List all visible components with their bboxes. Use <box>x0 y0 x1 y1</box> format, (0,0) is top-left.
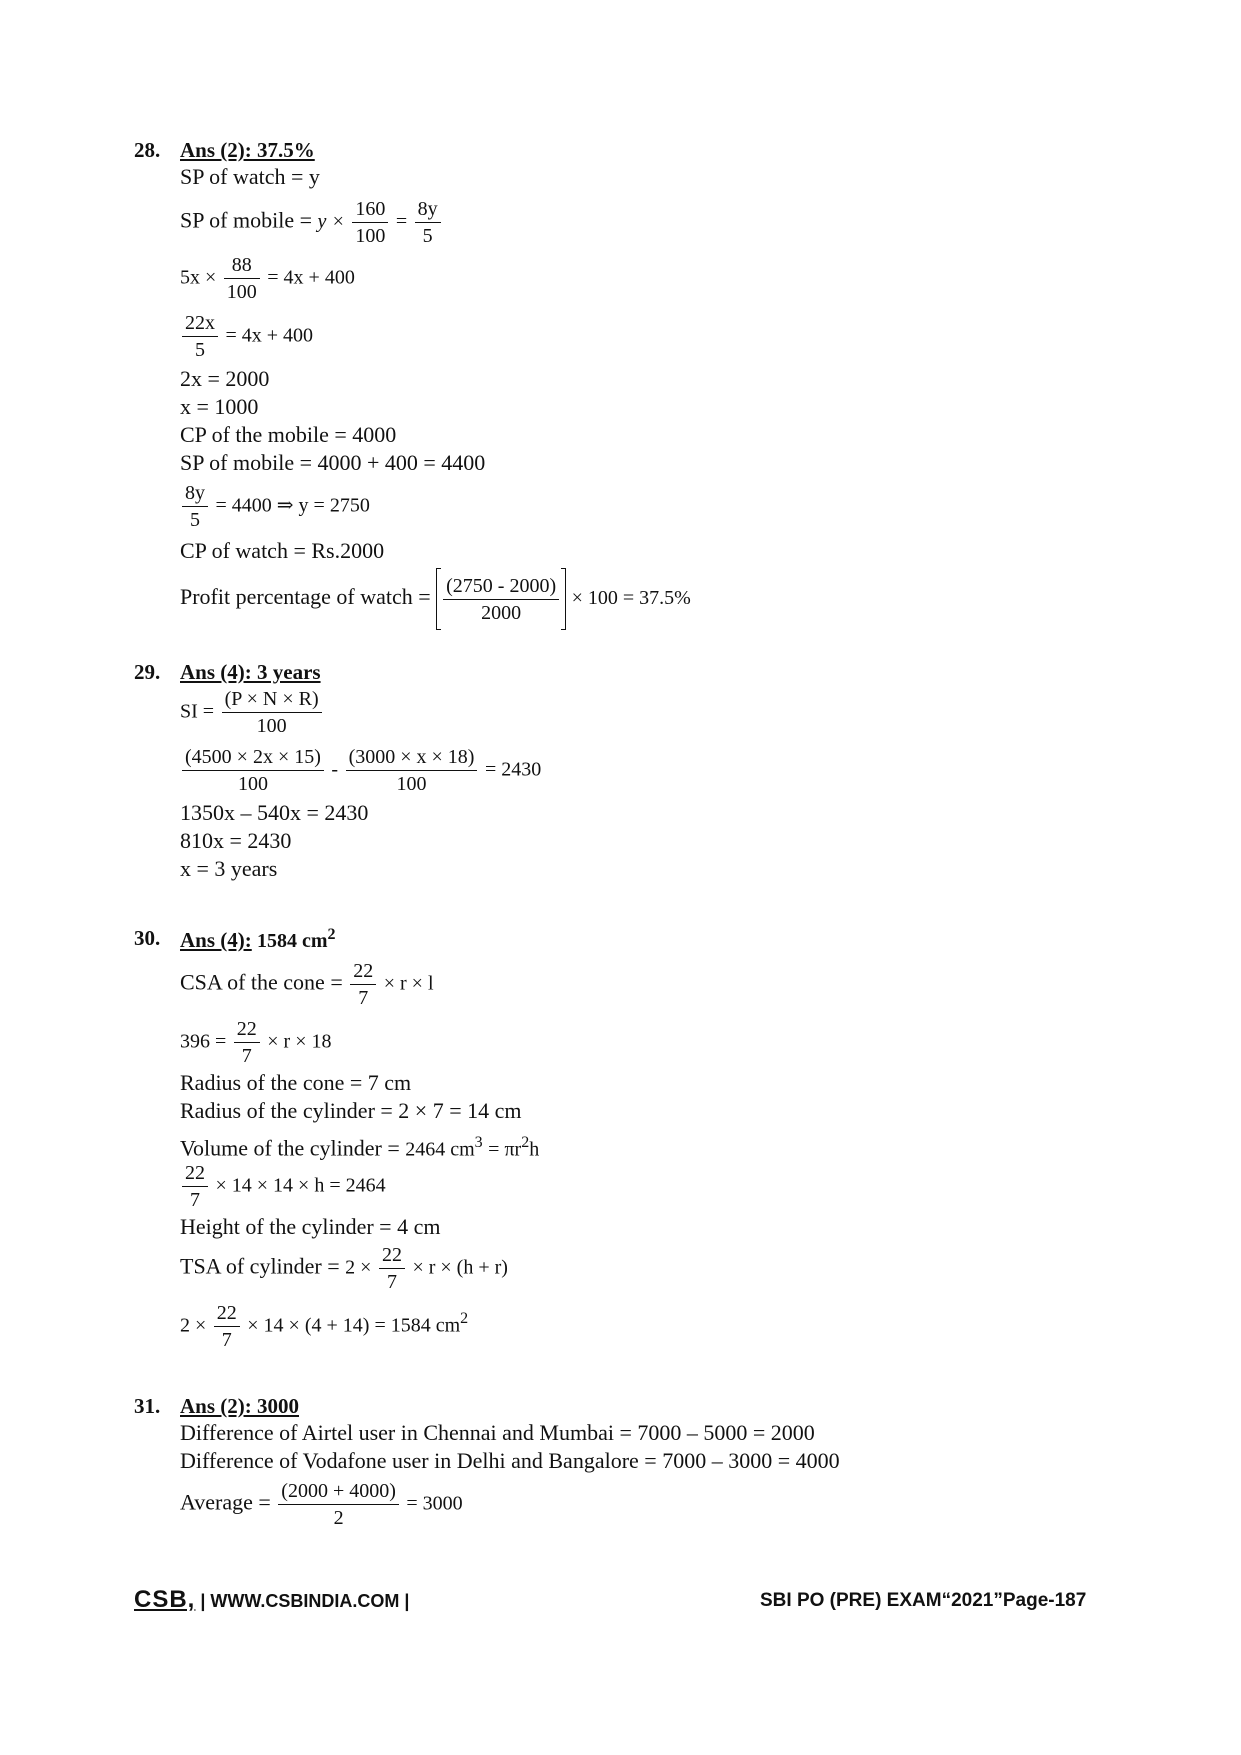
question-number: 31. <box>134 1394 161 1418</box>
fraction: $\frac{22}{7}$ <box>350 958 376 1011</box>
solution-line: SP of watch = y <box>180 164 320 189</box>
fraction: $\frac{(4500 \times 2x \times 15)}{100}$ <box>182 744 324 797</box>
csb-logo: CSB, <box>134 1586 196 1613</box>
solution-line: TSA of cylinder = 2 × $\frac{22}{7}$ × r × (h + r) <box>180 1244 508 1293</box>
fraction: $\frac{(3000 \times x \times 18)}{100}$ <box>346 744 478 797</box>
fraction: $\frac{160}{100}$ <box>352 196 388 249</box>
answer-heading: Ans (2): 37.5% <box>180 138 315 162</box>
solution-line: 2x = 2000 <box>180 366 270 391</box>
solution-line: $\frac{(4500 \times 2x \times 15)}{100}$ - $\frac{(3000 \times x \times 18)}{100}$ = 2430 <box>180 744 541 797</box>
fraction: $\frac{88}{100}$ <box>224 252 260 305</box>
solution-line: Difference of Airtel user in Chennai and Mumbai = 7000 – 5000 = 2000 <box>180 1420 815 1445</box>
left-bracket <box>436 568 441 630</box>
solution-line: SI = $\frac{(P \times N \times R)}{100}$ <box>180 686 324 739</box>
fraction: $\frac{22}{7}$ <box>379 1242 405 1295</box>
solution-line: Profit percentage of watch = $\frac{(2750 - 2000)}{2000}$ × 100 = 37.5% <box>180 568 691 630</box>
solution-line: Volume of the cylinder = 2464 $cm^3 = \pi r^2h$ <box>180 1134 540 1161</box>
question-number: 30. <box>134 926 161 950</box>
fraction: $\frac{22}{7}$ <box>182 1160 208 1213</box>
answer-heading: Ans (4): 3 years <box>180 660 321 684</box>
solution-line: CP of watch = Rs.2000 <box>180 538 385 563</box>
footer-website-link[interactable]: | WWW.CSBINDIA.COM | <box>200 1591 410 1611</box>
solution-line: x = 1000 <box>180 394 259 419</box>
solution-line: 2 × $\frac{22}{7}$ × 14 × (4 + 14) = 1584 $cm^2$ <box>180 1302 469 1351</box>
solution-line: 1350x – 540x = 2430 <box>180 800 369 825</box>
solution-line: $\frac{22x}{5}$ = 4x + 400 <box>180 310 313 363</box>
solution-line: 396 = $\frac{22}{7}$ × r × 18 <box>180 1018 332 1067</box>
solution-line: Difference of Vodafone user in Delhi and Bangalore = 7000 – 3000 = 4000 <box>180 1448 840 1473</box>
fraction: $\frac{8y}{5}$ <box>182 480 208 533</box>
question-number: 28. <box>134 138 161 162</box>
solution-line: x = 3 years <box>180 856 278 881</box>
fraction: $\frac{22}{7}$ <box>214 1300 240 1353</box>
solution-line: Average = $\frac{(2000 + 4000)}{2}$ = 3000 <box>180 1480 463 1529</box>
footer-left <box>134 1586 409 1614</box>
fraction: $\frac{22x}{5}$ <box>182 310 218 363</box>
solution-line: SP of mobile = y × $\frac{160}{100}$ = $\frac{8y}{5}$ <box>180 196 443 249</box>
solution-line: $\frac{8y}{5}$ = 4400 ⇒ y = 2750 <box>180 480 370 533</box>
fraction: $\frac{(P \times N \times R)}{100}$ <box>222 686 322 739</box>
solution-line: CSA of the cone = $\frac{22}{7}$ × r × l <box>180 960 434 1009</box>
solution-line: $\frac{22}{7}$ × 14 × 14 × h = 2464 <box>180 1160 386 1213</box>
question-number: 29. <box>134 660 161 684</box>
footer-page-info: SBI PO (PRE) EXAM“2021”Page-187 <box>760 1590 1087 1611</box>
fraction: $\frac{(2750 - 2000)}{2000}$ <box>443 573 559 626</box>
solution-line: 5x × $\frac{88}{100}$ = 4x + 400 <box>180 254 355 303</box>
fraction: $\frac{(2000 + 4000)}{2}$ <box>278 1478 399 1531</box>
solution-line: 810x = 2430 <box>180 828 292 853</box>
solution-line: CP of the mobile = 4000 <box>180 422 397 447</box>
solution-line: Radius of the cylinder = 2 × 7 = 14 cm <box>180 1098 522 1123</box>
fraction: $\frac{22}{7}$ <box>234 1016 260 1069</box>
answer-heading: Ans (4): 1584 $cm^2$ <box>180 926 336 952</box>
solution-line: Radius of the cone = 7 cm <box>180 1070 412 1095</box>
solution-line: Height of the cylinder = 4 cm <box>180 1214 441 1239</box>
solution-line: SP of mobile = 4000 + 400 = 4400 <box>180 450 486 475</box>
fraction: $\frac{8y}{5}$ <box>415 196 441 249</box>
right-bracket <box>561 568 566 630</box>
answer-heading: Ans (2): 3000 <box>180 1394 299 1418</box>
